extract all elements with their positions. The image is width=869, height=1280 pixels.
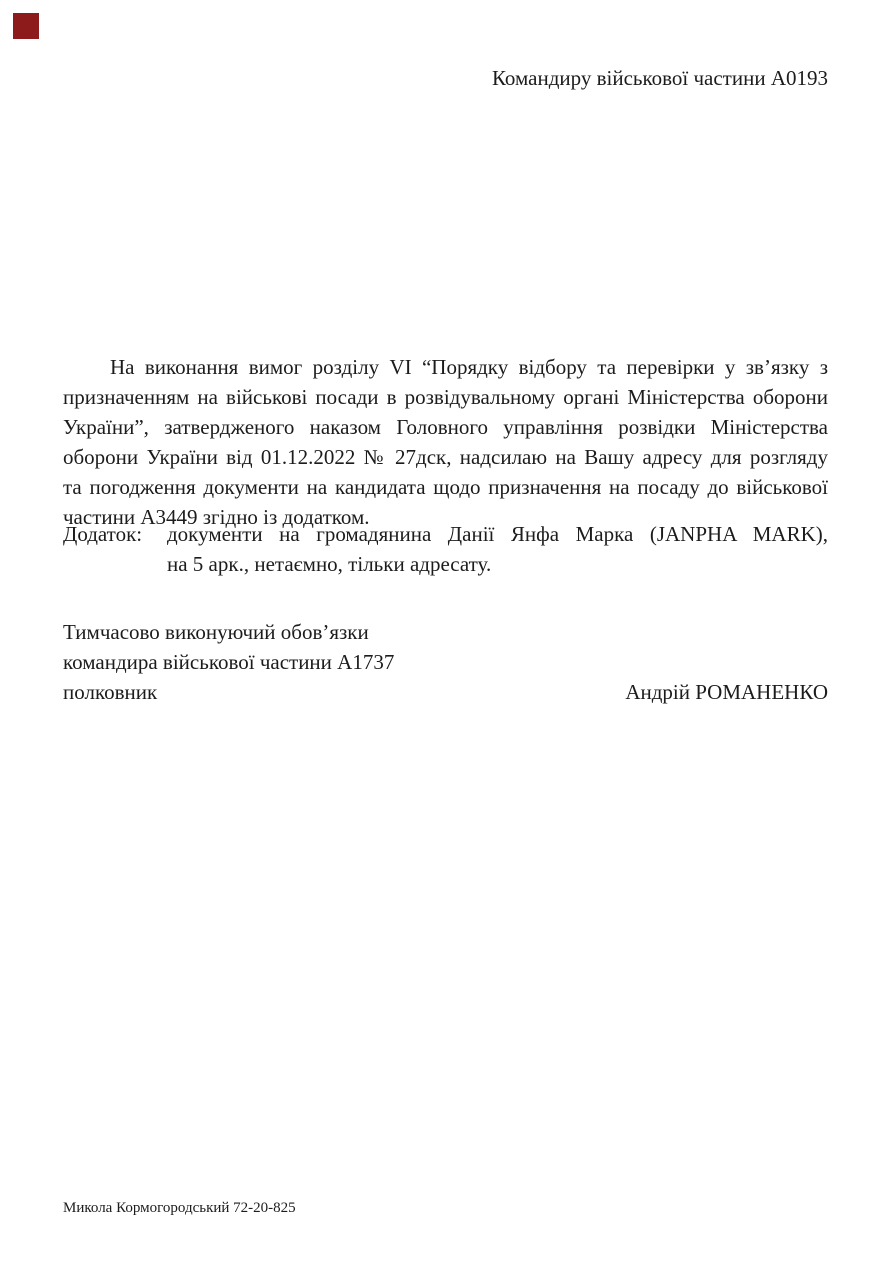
signature-duty-line: Тимчасово виконуючий обов’язки — [63, 620, 369, 644]
paragraph-line: частини А3449 згідно із додатком. — [63, 505, 370, 529]
attachment-text — [167, 519, 828, 579]
signature-rank: полковник — [63, 680, 158, 704]
signature-row — [63, 677, 828, 707]
signature-block — [63, 617, 828, 707]
paragraph-line: та погодження документи на кандидата щодо призначення на посаду до військової — [63, 475, 828, 499]
paragraph-line: призначенням на військові посади в розвідувальному органі Міністерства оборони — [63, 385, 828, 409]
main-paragraph — [63, 352, 828, 532]
red-corner-marker — [13, 13, 39, 39]
recipient-line: Командиру військової частини А0193 — [491, 66, 828, 90]
signature-unit-line: командира військової частини А1737 — [63, 650, 395, 674]
executor-contact-line: Микола Кормогородський 72-20-825 — [63, 1200, 296, 1216]
paragraph-line: На виконання вимог розділу VI “Порядку відбору та перевірки у зв’язку з — [110, 355, 828, 379]
attachment-line: документи на громадянина Данії Янфа Марка (JANPHA MARK), — [167, 522, 828, 546]
paragraph-line: України”, затвердженого наказом Головного управління розвідки Міністерства — [63, 415, 828, 439]
attachment-block — [63, 519, 828, 579]
attachment-label: Додаток: — [63, 522, 143, 546]
signature-name: Андрій РОМАНЕНКО — [625, 680, 828, 704]
paragraph-line: оборони України від 01.12.2022 № 27дск, надсилаю на Вашу адресу для розгляду — [63, 445, 828, 469]
attachment-line: на 5 арк., нетаємно, тільки адресату. — [167, 552, 492, 576]
